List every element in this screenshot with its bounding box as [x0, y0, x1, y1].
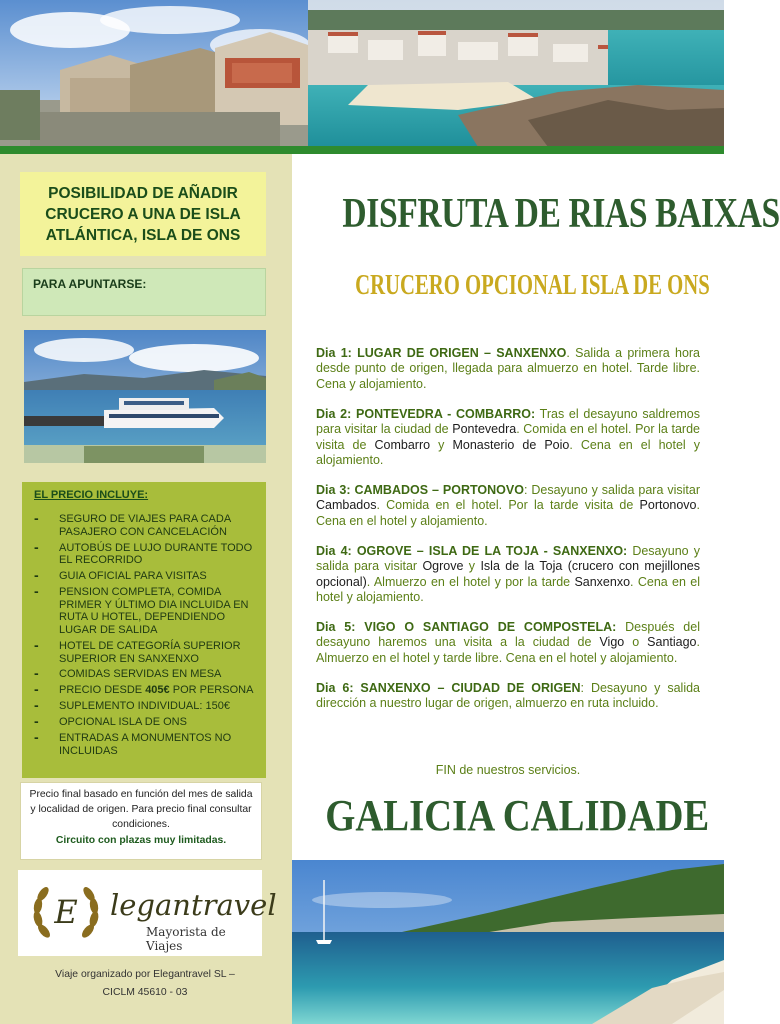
day-text: Después del desayuno haremos una visita a la ciudad de [316, 620, 700, 650]
itinerary-day-6 [316, 681, 700, 712]
place-name: Santiago [647, 635, 697, 650]
page-title: DISFRUTA DE RIAS BAIXAS [342, 191, 780, 237]
day-text: y [430, 437, 453, 452]
signup-box[interactable] [22, 268, 266, 316]
place-name: Combarro [374, 437, 431, 452]
place-name: Sanxenxo [574, 574, 631, 589]
place-name: Monasterio de Poio [452, 437, 570, 452]
coastal-town-photo [308, 0, 724, 147]
itinerary-day-2 [316, 407, 700, 469]
day-text: . Comida en el hotel. Por la tarde visita de [316, 422, 700, 452]
day-label: Dia 3: CAMBADOS – PORTONOVO [316, 483, 524, 498]
day-label: Dia 4: OGROVE – ISLA DE LA TOJA - SANXENXO: [316, 543, 628, 558]
day-label: Dia 1: LUGAR DE ORIGEN – SANXENXO [316, 346, 567, 360]
signup-label: PARA APUNTARSE: [33, 277, 147, 291]
place-name: Ogrove [422, 559, 464, 574]
day-text: Tras el desayuno saldremos para visitar la ciudad de [316, 406, 700, 437]
page-subtitle: CRUCERO OPCIONAL ISLA DE ONS [355, 270, 710, 301]
day-text: o [624, 635, 648, 650]
logo-initial: E [54, 893, 78, 931]
list-item: - GUIA OFICIAL PARA VISITAS [32, 570, 256, 583]
village-horreos-photo [0, 0, 308, 147]
promo-line-1: POSIBILIDAD DE AÑADIR [48, 184, 238, 202]
logo-subtitle: Mayorista de Viajes [146, 925, 226, 953]
organized-by [20, 966, 270, 1002]
day-text: . Cena en el hotel y alojamiento. [316, 498, 700, 528]
day-text: . Cena en el hotel y alojamiento. [316, 437, 701, 468]
price-includes-box [22, 482, 266, 778]
list-item: - COMIDAS SERVIDAS EN MESA [32, 668, 256, 681]
place-name: Portonovo [639, 498, 697, 513]
list-item: - ENTRADAS A MONUMENTOS NO INCLUIDAS [32, 732, 256, 757]
includes-list [32, 513, 256, 758]
top-banner [0, 0, 724, 147]
list-item-price [32, 684, 256, 697]
day-label: Dia 5: VIGO O SANTIAGO DE COMPOSTELA: [316, 620, 617, 635]
place-name: Cambados [316, 498, 377, 513]
organized-line-1: Viaje organizado por Elegantravel SL – [55, 969, 235, 980]
list-item: - SUPLEMENTO INDIVIDUAL: 150€ [32, 700, 256, 713]
list-item: - PENSION COMPLETA, COMIDA PRIMER Y ÚLTIMO DIA INCLUIDA EN RUTA U HOTEL, DEPENDIENDO LUGAR DE SALIDA [32, 586, 256, 636]
day-text: . Comida en el hotel. Por la tarde visita de [376, 498, 640, 513]
itinerary-day-3 [316, 483, 700, 529]
day-label: Dia 6: SANXENXO – CIUDAD DE ORIGEN [316, 680, 581, 695]
place-name: Pontevedra [452, 422, 517, 437]
itinerary [316, 346, 700, 726]
list-item: - AUTOBÚS DE LUJO DURANTE TODO EL RECORRIDO [32, 542, 256, 567]
cruise-promo-box [20, 172, 266, 256]
price-note-text: Precio final basado en función del mes de salida y localidad de origen. Para precio final consultar condiciones. [29, 789, 253, 831]
itinerary-day-5 [316, 620, 700, 666]
day-text: Desayuno y salida para visitar [316, 543, 700, 574]
price-note-box [20, 782, 262, 860]
place-name: Isla de la Toja (crucero con mejillones opcional) [316, 559, 701, 589]
day-text: : Desayuno y salida para visitar [523, 483, 700, 498]
promo-line-3: ATLÁNTICA, ISLA DE ONS [45, 226, 241, 244]
day-text: . Almuerzo en el hotel y tarde libre. Cena en el hotel y alojamiento. [316, 635, 700, 665]
brand-title: GALICIA CALIDADE [325, 791, 710, 840]
list-item: - SEGURO DE VIAJES PARA CADA PASAJERO CON CANCELACIÓN [32, 513, 256, 538]
organized-line-2: CICLM 45610 - 03 [102, 987, 188, 998]
price-prefix: PRECIO DESDE [59, 684, 146, 697]
day-text: . Salida a primera hora desde punto de origen, llegada para almuerzo en hotel. Tarde libre. Cena y alojamiento. [316, 346, 701, 391]
list-item: - OPCIONAL ISLA DE ONS [32, 716, 256, 729]
itinerary-day-1 [316, 346, 700, 392]
green-divider [0, 146, 724, 154]
day-text: : Desayuno y salida dirección a nuestro lugar de origen, almuerzo en ruta incluido. [316, 680, 701, 711]
limited-seats-note: Circuito con plazas muy limitadas. [55, 834, 227, 846]
laurel-wreath-icon [26, 873, 106, 953]
day-text: . Cena en el hotel y alojamiento. [316, 574, 700, 605]
list-item: - HOTEL DE CATEGORÍA SUPERIOR SUPERIOR EN SANXENXO [32, 640, 256, 665]
ferry-photo [24, 330, 266, 463]
elegantravel-logo [18, 870, 277, 956]
end-of-services: FIN de nuestros servicios. [435, 763, 581, 777]
itinerary-day-4 [316, 544, 700, 606]
day-text: . Almuerzo en el hotel y por la tarde [366, 574, 575, 589]
includes-title: EL PRECIO INCLUYE: [34, 489, 149, 501]
day-label: Dia 2: PONTEVEDRA - COMBARRO: [316, 406, 536, 421]
price-value: 405€ [145, 684, 170, 697]
price-suffix: POR PERSONA [169, 684, 254, 697]
place-name: Vigo [599, 635, 625, 650]
logo-name: legantravel [110, 888, 277, 922]
promo-line-2: CRUCERO A UNA DE ISLA [45, 205, 241, 223]
day-text: y [463, 559, 481, 574]
beach-photo [292, 860, 724, 1024]
